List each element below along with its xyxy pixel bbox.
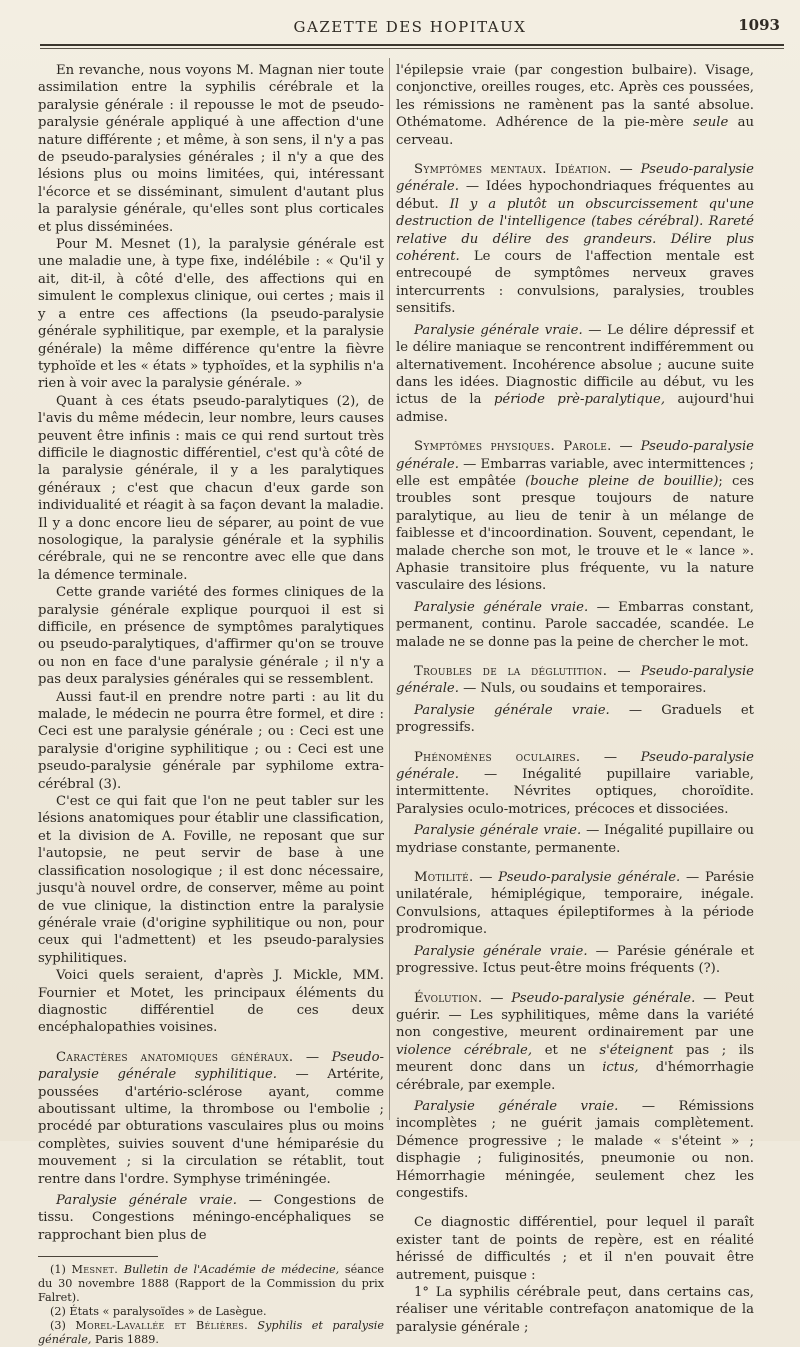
section-subheading: Paralysie générale vraie. xyxy=(414,823,582,839)
section-heading: Phénomènes oculaires. xyxy=(414,749,581,765)
section-evolution-true: Paralysie générale vraie. — Rémissions incomplètes ; ne guérit jamais complètement. Démence progressive ; le malade « s'éteint » ; disphagie ; fuliginosités, pneumonie ou non. Hémorrhagie méningée, seulement chez les congestifs. xyxy=(396,1098,754,1201)
section-subheading: Pseudo-paralysie générale. xyxy=(511,990,696,1006)
section-subheading: Pseudo-paralysie générale syphilitique. xyxy=(38,1049,384,1083)
section-subheading: Pseudo-paralysie générale. xyxy=(396,162,754,195)
section-subheading: Paralysie générale vraie. xyxy=(414,599,589,615)
section-heading: Symptômes mentaux. Idéation. xyxy=(414,162,612,178)
column-divider xyxy=(389,58,390,1120)
section-swallowing: Troubles de la déglutition. — Pseudo-paralysie générale. — Nuls, ou soudains et temporaires. xyxy=(396,664,754,697)
section-subheading: Paralysie générale vraie. xyxy=(414,702,610,718)
section-ocular-true: Paralysie générale vraie. — Inégalité pupillaire ou mydriase constante, permanente. xyxy=(396,823,754,856)
right-column xyxy=(396,62,754,1336)
paragraph-continued: l'épilepsie vraie (par congestion bulbaire). Visage, conjonctive, oreilles rouges, etc. Après ces poussées, les rémissions ne ramènent pas la santé absolue. Othématome. Adhérence de la pie-mère seule au cerveau. xyxy=(396,63,754,148)
paragraph: C'est ce qui fait que l'on ne peut tabler sur les lésions anatomiques pour établir une classification, et la division de A. Foville, ne reposant que sur l'autopsie, ne peut servir de base à une classification nosologique ; il est donc nécessaire, jusqu'à nouvel ordre, de conserver, même au point de vue clinique, la distinction entre la paralysie générale vraie (d'origine syphilitique ou non, pour ceux qui l'admettent) et les pseudo-paralysies syphilitiques. xyxy=(38,794,384,966)
section-subheading: Pseudo-paralysie générale. xyxy=(396,664,754,697)
paragraph: 1° La syphilis cérébrale peut, dans certains cas, réaliser une véritable contrefaçon anatomique de la paralysie générale ; xyxy=(396,1285,754,1335)
paragraph: En revanche, nous voyons M. Magnan nier toute assimilation entre la syphilis cérébrale et la paralysie générale : il repousse le mot de pseudo-paralysie générale appliqué à une affection d'une nature différente ; et même, à son sens, il n'y a pas de pseudo-paralysies générales ; il n'y a que des lésions plus ou moins limitées, qui, intéressant l'écorce et se disséminant, simulent d'autant plus la paralysie générale, qu'elles sont plus corticales et plus disséminées. xyxy=(38,63,384,235)
header-rule-thin xyxy=(40,48,784,49)
paragraph: Voici quels seraient, d'après J. Mickle, MM. Fournier et Motet, les principaux éléments du diagnostic différentiel de ces deux encéphalopathies voisines. xyxy=(38,968,384,1036)
section-heading: Motilité. xyxy=(414,870,474,886)
footnote-2: (2) États « paralysoïdes » de Lasègue. xyxy=(50,1305,267,1319)
header-rule xyxy=(40,44,784,46)
page-number: 1093 xyxy=(738,16,780,34)
left-column xyxy=(38,62,384,1347)
section-motility: Motilité. — Pseudo-paralysie générale. — Parésie unilatérale, hémiplégique, temporaire, inégale. Convulsions, attaques épileptiformes à la période prodromique. xyxy=(396,870,754,938)
page-header xyxy=(40,12,780,40)
section-ideation: Symptômes mentaux. Idéation. — Pseudo-paralysie générale. — Idées hypochondriaques fréquentes au début. Il y a plutôt un obscurcissement qu'une destruction de l'intelligence (tabes cérébral). Rareté relative du délire des grandeurs. Délire plus cohérent. Le cours de l'affection mentale est entrecoupé de symptômes nerveux graves intercurrents : convulsions, paralysies, troubles sensitifs. xyxy=(396,162,754,317)
section-heading: Caractères anatomiques généraux. xyxy=(56,1049,294,1065)
section-heading: Symptômes physiques. Parole. xyxy=(414,439,612,455)
paragraph: Ce diagnostic différentiel, pour lequel il paraît exister tant de points de repère, est en réalité hérissé de difficultés ; et il n'en pouvait être autrement, puisque : xyxy=(396,1215,754,1283)
section-anatomy-true: Paralysie générale vraie. — Congestions de tissu. Congestions méningo-encéphaliques se rapprochant bien plus de xyxy=(38,1193,384,1243)
paragraph: Aussi faut-il en prendre notre parti : au lit du malade, le médecin ne pourra être formel, et dire : Ceci est une paralysie générale ; ou : Ceci est une paralysie d'origine syphilitique ; ou : Ceci est une pseudo-paralysie générale par syphilome extra-cérébral (3). xyxy=(38,689,384,792)
running-title: GAZETTE DES HOPITAUX xyxy=(293,18,527,36)
footnote-rule xyxy=(38,1256,158,1257)
section-subheading: Pseudo-paralysie générale. xyxy=(396,749,754,783)
section-subheading: Paralysie générale vraie. xyxy=(56,1193,237,1208)
section-ideation-true: Paralysie générale vraie. — Le délire dépressif et le délire maniaque se rencontrent indifféremment ou alternativement. Incohérence absolue ; aucune suite dans les idées. Diagnostic difficile au début, vu les ictus de la période prè-paralytique, aujourd'hui admise. xyxy=(396,322,754,425)
section-subheading: Paralysie générale vraie. xyxy=(414,943,588,959)
section-ocular: Phénomènes oculaires. — Pseudo-paralysie générale. — Inégalité pupillaire variable, intermittente. Névrites optiques, choroïdite. Paralysies oculo-motrices, précoces et dissociées. xyxy=(396,749,755,817)
section-subheading: Pseudo-paralysie générale. xyxy=(396,439,754,472)
footnotes xyxy=(38,1263,384,1347)
section-anatomy: Caractères anatomiques généraux. — Pseudo-paralysie générale syphilitique. — Artérite, poussées d'artério-sclérose ayant, comme aboutissant ultime, la thrombose ou l'embolie ; procédé par obturations vasculaires plus ou moins complètes, suivies souvent d'une hémiparésie du mouvement ; si la circulation se rétablit, tout rentre dans l'ordre. Symphyse triméningée. xyxy=(38,1049,384,1187)
section-heading: Évolution. xyxy=(414,990,483,1006)
section-motility-true: Paralysie générale vraie. — Parésie générale et progressive. Ictus peut-être moins fréquents (?). xyxy=(396,943,754,977)
section-subheading: Paralysie générale vraie. xyxy=(414,1098,619,1114)
section-evolution: Évolution. — Pseudo-paralysie générale. — Peut guérir. — Les syphilitiques, même dans la variété non congestive, meurent ordinairement par une violence cérébrale, et ne s'éteignent pas ; ils meurent donc dans un ictus, d'hémorrhagie cérébrale, par exemple. xyxy=(396,990,754,1093)
footnote-1: (1) Mesnet. Bulletin de l'Académie de médecine, séance du 30 novembre 1888 (Rapport de la Commission du prix Falret). xyxy=(38,1263,384,1305)
paragraph: Cette grande variété des formes cliniques de la paralysie générale explique pourquoi il est si difficile, en présence de symptômes paralytiques ou pseudo-paralytiques, d'affirmer qu'on se trouve ou non en face d'une paralysie générale ; il n'y a pas deux paralysies générales qui se ressemblent. xyxy=(38,585,384,688)
section-text: Artérite, poussées d'artério-sclérose ayant, comme aboutissant ultime, la thrombose ou l'embolie ; procédé par obturations vasculaires plus ou moins complètes, suivies souvent d'une hémiparésie du mouvement ; si la circulation se rétablit, tout rentre dans l'ordre. Symphyse triméningée. xyxy=(38,1067,384,1187)
section-heading: Troubles de la déglutition. xyxy=(414,664,608,679)
section-subheading: Paralysie générale vraie. xyxy=(414,322,583,338)
section-text: Congestions de tissu. Congestions méningo-encéphaliques se rapprochant bien plus de xyxy=(38,1193,384,1243)
section-subheading: Pseudo-paralysie générale. xyxy=(498,870,681,886)
paragraph: Quant à ces états pseudo-paralytiques (2), de l'avis du même médecin, leur nombre, leurs causes peuvent être infinis : mais ce qui rend surtout très difficile le diagnostic différentiel, c'est qu'à côté de la paralysie générale, il y a les paralytiques généraux ; c'est que chacun d'eux garde son individualité et réagit à sa façon devant la maladie. Il y a donc encore lieu de séparer, au point de vue nosologique, la paralysie générale et la syphilis cérébrale, qui ne se rencontre avec elle que dans la démence terminale. xyxy=(38,393,384,583)
footnote-3: (3) Morel-Lavallée et Bélières. Syphilis et paralysie générale, Paris 1889. xyxy=(38,1319,385,1347)
section-speech-true: Paralysie générale vraie. — Embarras constant, permanent, continu. Parole saccadée, scandée. Le malade ne se donne pas la peine de chercher le mot. xyxy=(396,599,754,650)
section-speech: Symptômes physiques. Parole. — Pseudo-paralysie générale. — Embarras variable, avec intermittences ; elle est empâtée (bouche pleine de bouillie); ces troubles sont presque toujours de nature paralytique, au lieu de tenir à un mélange de faiblesse et d'incoordination. Souvent, cependant, le malade cherche son mot, le trouve et le « lance ». Aphasie transitoire plus fréquente, vu la nature vasculaire des lésions. xyxy=(396,439,754,594)
section-swallowing-true: Paralysie générale vraie. — Graduels et progressifs. xyxy=(396,702,754,736)
paragraph: Pour M. Mesnet (1), la paralysie générale est une maladie une, à type fixe, indélébile : « Qu'il y ait, dit-il, à côté d'elle, des affections qui en simulent le complexus clinique, oui certes ; mais il y a entre ces affections (la pseudo-paralysie générale syphilitique, par exemple, et la paralysie générale) la même différence qu'entre la fièvre typhoïde et les « états » typhoïdes, et la syphilis n'a rien à voir avec la paralysie générale. » xyxy=(38,237,384,392)
